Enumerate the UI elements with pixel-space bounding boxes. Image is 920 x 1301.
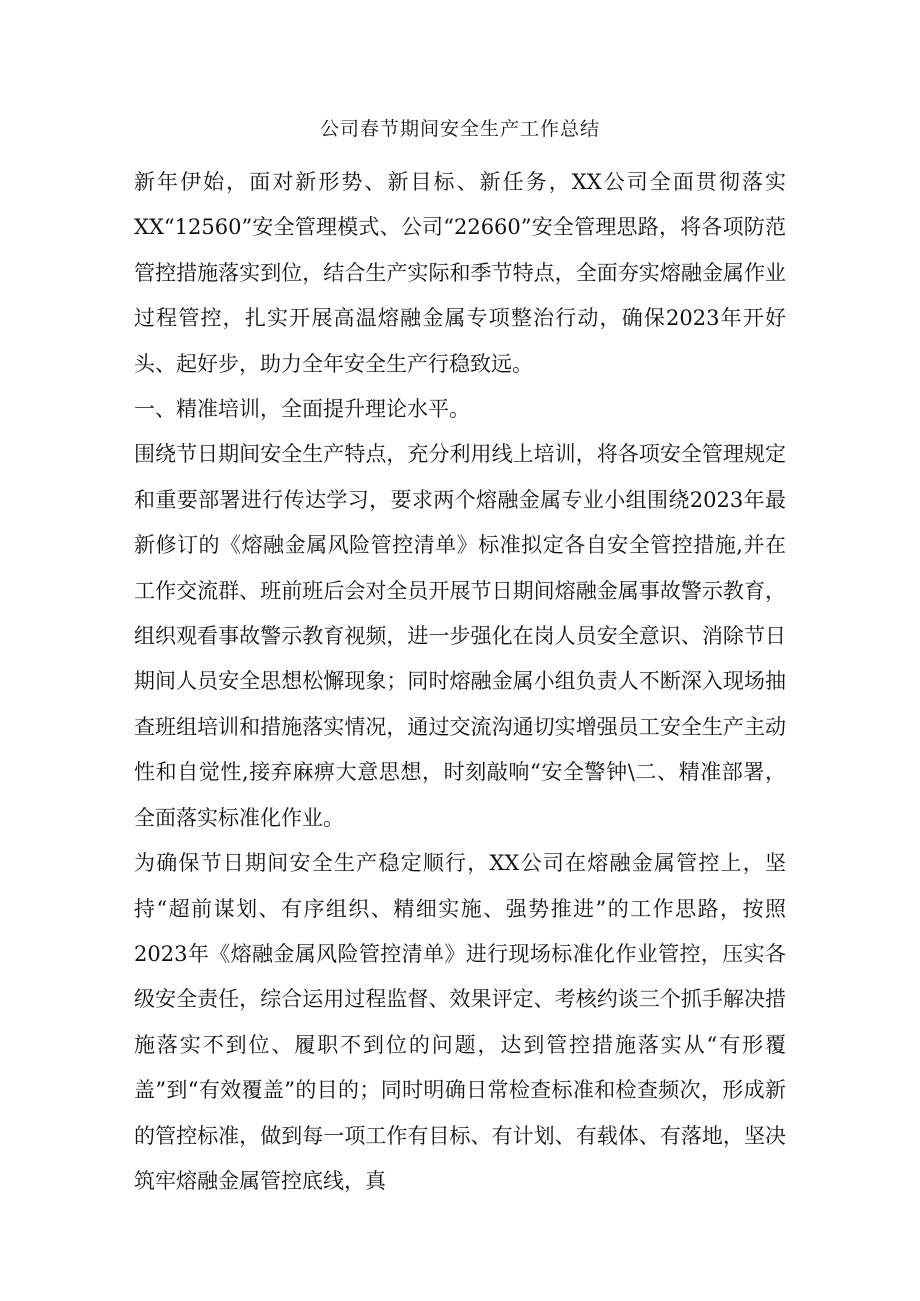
document-title: 公司春节期间安全生产工作总结	[319, 118, 600, 140]
paragraph-deployment: 为确保节日期间安全生产稳定顺行，XX公司在熔融金属管控上，坚持“超前谋划、有序组织、精细实施、强势推进”的工作思路，按照2023年《熔融金属风险管控清单》进行现场标准化作业管控，压实各级安全责任，综合运用过程监督、效果评定、考核约谈三个抓手解决措施落实不到位、履职不到位的问题，达到管控措施落实从“有形覆盖”到“有效覆盖”的目的；同时明确日常检查标准和检查频次，形成新的管控标准，做到每一项工作有目标、有计划、有载体、有落地，坚决筑牢熔融金属管控底线，真	[134, 851, 786, 1193]
document-body	[134, 160, 786, 1204]
section-heading-1: 一、精准培训，全面提升理论水平。	[134, 397, 470, 422]
paragraph-intro: 新年伊始，面对新形势、新目标、新任务，XX公司全面贯彻落实XX“12560”安全管理模式、公司“22660”安全管理思路，将各项防范管控措施落实到位，结合生产实际和季节特点，全面夯实熔融金属作业过程管控，扎实开展高温熔融金属专项整治行动，确保2023年开好头、起好步，助力全年安全生产行稳致远。	[134, 170, 786, 376]
paragraph-training: 围绕节日期间安全生产特点，充分利用线上培训，将各项安全管理规定和重要部署进行传达学习，要求两个熔融金属专业小组围绕2023年最新修订的《熔融金属风险管控清单》标准拟定各自安全管控措施,并在工作交流群、班前班后会对全员开展节日期间熔融金属事故警示教育，组织观看事故警示教育视频，进一步强化在岗人员安全意识、消除节日期间人员安全思想松懈现象；同时熔融金属小组负责人不断深入现场抽查班组培训和措施落实情况，通过交流沟通切实增强员工安全生产主动性和自觉性,接弃麻痹大意思想，时刻敲响“安全警钟\二、精准部署，全面落实标准化作业。	[134, 442, 786, 830]
